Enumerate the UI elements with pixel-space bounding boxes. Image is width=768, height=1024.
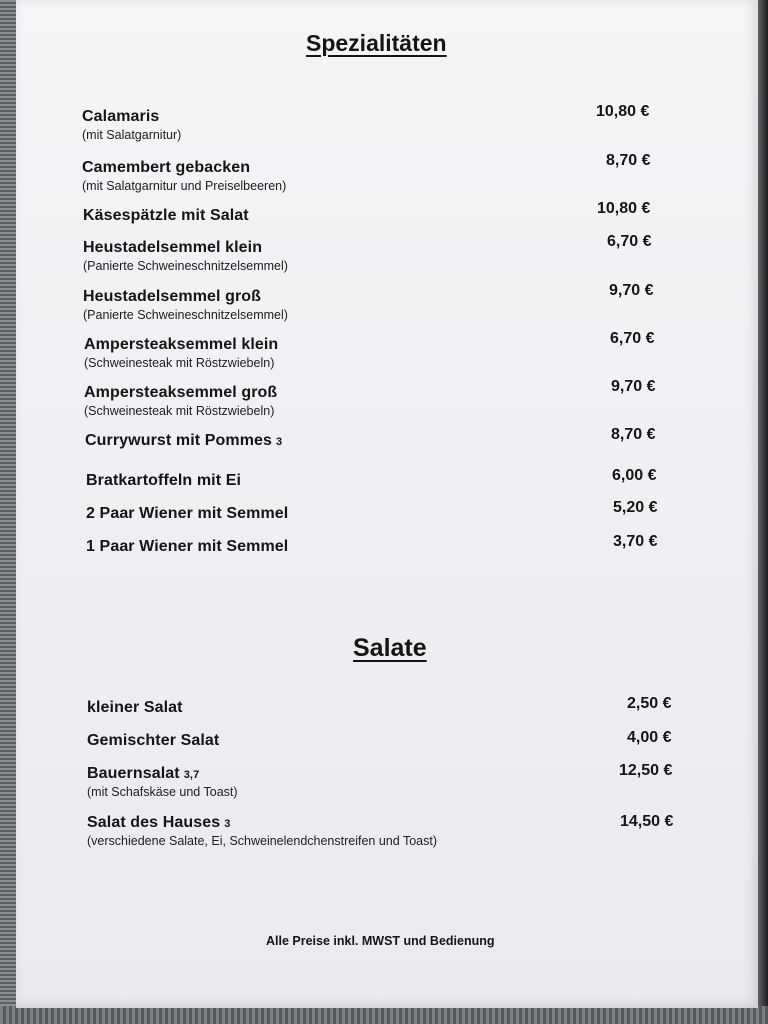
item-price: 8,70 €: [606, 152, 651, 169]
item-name: [85, 432, 282, 450]
menu-item-2-paar-wiener: [86, 505, 288, 523]
menu-item-bratkartoffeln: [86, 472, 241, 490]
menu-item-kaesespaetzle: [83, 207, 249, 225]
allergen-note: 3: [276, 436, 283, 448]
menu-sleeve-bottom-edge: [0, 1006, 768, 1024]
item-price: 6,00 €: [612, 467, 657, 484]
item-price: 9,70 €: [611, 378, 656, 395]
item-price: 6,70 €: [607, 233, 652, 250]
item-name: 2 Paar Wiener mit Semmel: [86, 505, 289, 522]
item-price: 6,70 €: [610, 330, 655, 347]
item-name: kleiner Salat: [87, 699, 183, 716]
allergen-note: 3: [224, 818, 231, 830]
item-price: 12,50 €: [619, 762, 673, 779]
menu-item-ampersteaksemmel-klein: [84, 336, 278, 370]
menu-item-gemischter-salat: [87, 732, 219, 750]
item-description: (mit Salatgarnitur und Preiselbeeren): [82, 179, 287, 193]
menu-item-heustadelsemmel-klein: [83, 239, 288, 273]
menu-item-currywurst: [85, 432, 282, 450]
menu-item-salat-des-hauses: [87, 814, 437, 848]
allergen-note: 3,7: [183, 769, 200, 781]
item-price: 10,80 €: [597, 200, 651, 217]
menu-item-camembert: [82, 159, 286, 193]
item-price: 3,70 €: [613, 533, 658, 550]
item-name: [87, 765, 238, 783]
item-price: 10,80 €: [596, 103, 650, 120]
item-name: Ampersteaksemmel groß: [84, 384, 278, 401]
menu-item-kleiner-salat: [87, 699, 183, 717]
item-name: 1 Paar Wiener mit Semmel: [86, 538, 289, 555]
section-title-spezialitaeten: Spezialitäten: [306, 30, 447, 56]
item-name: [87, 814, 437, 832]
menu-item-bauernsalat: [87, 765, 238, 799]
menu-page: [16, 0, 758, 1008]
item-name-text: Currywurst mit Pommes: [85, 432, 273, 449]
item-name: Camembert gebacken: [82, 159, 251, 176]
menu-item-1-paar-wiener: [86, 538, 288, 556]
item-description: (Schweinesteak mit Röstzwiebeln): [84, 356, 275, 370]
item-price: 9,70 €: [609, 282, 654, 299]
item-price: 2,50 €: [627, 695, 672, 712]
item-name: Heustadelsemmel groß: [83, 288, 262, 305]
item-name: Käsespätzle mit Salat: [83, 207, 249, 224]
item-description: (mit Schafskäse und Toast): [87, 785, 238, 799]
item-name-text: Salat des Hauses: [87, 814, 221, 831]
item-price: 5,20 €: [613, 499, 658, 516]
item-description: (Schweinesteak mit Röstzwiebeln): [84, 404, 275, 418]
menu-item-ampersteaksemmel-gross: [84, 384, 277, 418]
item-description: (Panierte Schweineschnitzelsemmel): [83, 308, 288, 322]
item-name: Gemischter Salat: [87, 732, 220, 749]
item-description: (mit Salatgarnitur): [82, 128, 182, 142]
item-price: 4,00 €: [627, 729, 672, 746]
item-name: Heustadelsemmel klein: [83, 239, 263, 256]
menu-item-calamaris: [82, 108, 181, 142]
item-name: Ampersteaksemmel klein: [84, 336, 279, 353]
price-notice: Alle Preise inkl. MWST und Bedienung: [266, 934, 495, 948]
item-name: Calamaris: [82, 108, 160, 125]
item-description: (Panierte Schweineschnitzelsemmel): [83, 259, 288, 273]
item-price: 14,50 €: [620, 813, 674, 830]
section-title-salate: Salate: [353, 634, 427, 662]
item-name: Bratkartoffeln mit Ei: [86, 472, 242, 489]
item-name-text: Bauernsalat: [87, 765, 180, 782]
item-description: (verschiedene Salate, Ei, Schweinelendchenstreifen und Toast): [87, 834, 437, 848]
menu-item-heustadelsemmel-gross: [83, 288, 288, 322]
item-price: 8,70 €: [611, 426, 656, 443]
